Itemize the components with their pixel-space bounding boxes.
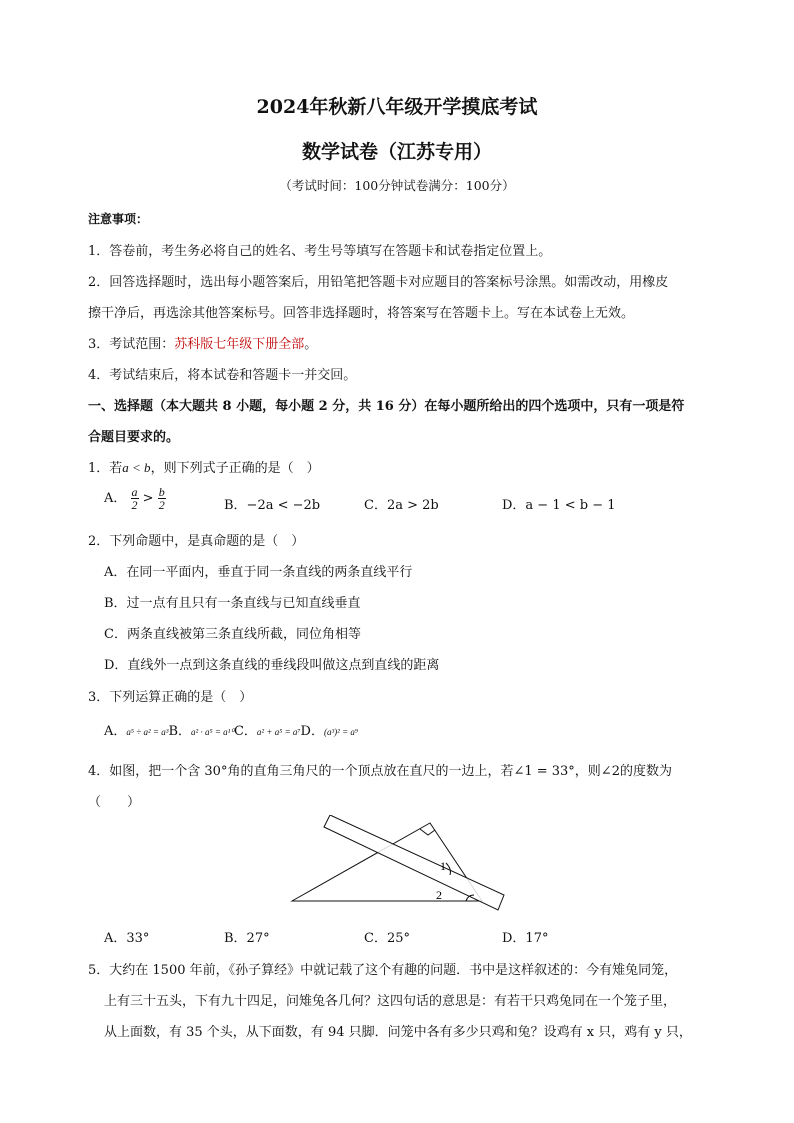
q1-option-a-op: > [142, 491, 154, 506]
q1-option-a-label: A． [104, 491, 127, 506]
q5-line-2: 上有三十五头，下有九十四足，问雉兔各几何？这四句话的意思是：有若干只鸡兔同在一个笼子里， [104, 994, 677, 1009]
q3-stem: 3．下列运算正确的是（ ） [88, 690, 253, 705]
q3-option-d-label: D． [300, 724, 324, 739]
q5-line-1: 5．大约在 1500 年前，《孙子算经》中就记载了这个有趣的问题．书中是这样叙述的：今有雉兔同笼， [88, 963, 678, 978]
note-3 [88, 333, 317, 352]
frac-den: 2 [131, 498, 138, 512]
q1-option-b: B．−2a < −2b [224, 498, 321, 513]
q1-option-a-frac2 [158, 486, 166, 511]
q3-option-c-label: C． [233, 724, 257, 739]
q4-figure [280, 815, 510, 915]
q1-option-d: D．a − 1 < b − 1 [502, 498, 616, 513]
exam-subtitle: 数学试卷（江苏专用） [301, 141, 492, 163]
ruler-shape [324, 815, 504, 910]
q3-option-b: a² · a⁵ = a¹⁰ [191, 727, 234, 737]
q2-option-b: B．过一点有且只有一条直线与已知直线垂直 [104, 596, 361, 611]
angle-1-label: 1 [440, 859, 446, 873]
note-4: 4．考试结束后，将本试卷和答题卡一并交回。 [88, 368, 357, 383]
q1-stem [88, 457, 320, 476]
right-angle-mark [420, 829, 435, 835]
q4-option-d: D．17° [502, 931, 549, 946]
note-3-suffix: 。 [304, 337, 318, 352]
q4-paren: （ ） [88, 795, 141, 810]
q3-option-d: (a³)² = a⁹ [323, 727, 359, 737]
frac-num: a [131, 485, 138, 499]
q4-stem: 4．如图，把一个含 30°角的直角三角尺的一个顶点放在直尺的一边上，若∠1 = 33°，则∠2的度数为 [88, 764, 672, 779]
q3-option-a-label: A． [104, 724, 127, 739]
exam-info: （考试时间：100分钟试卷满分：100分） [279, 178, 515, 193]
q4-option-c: C．25° [364, 931, 410, 946]
q2-option-a: A．在同一平面内，垂直于同一条直线的两条直线平行 [104, 565, 413, 580]
q3-options [104, 720, 358, 739]
frac-den: 2 [158, 498, 165, 512]
section1-heading-line1: 一、选择题（本大题共 8 小题，每小题 2 分，共 16 分）在每小题所给出的四个选项中，只有一项是符 [88, 399, 685, 414]
note-2-cont: 擦干净后，再选涂其他答案标号。回答非选择题时，将答案写在答题卡上。写在本试卷上无效。 [88, 306, 635, 321]
q3-option-c: a² + a⁵ = a⁷ [256, 727, 301, 737]
q3-option-b-label: B． [168, 724, 191, 739]
note-3-prefix: 3．考试范围： [88, 337, 175, 352]
frac-num: b [158, 485, 165, 499]
section1-heading-line2: 合题目要求的。 [88, 430, 180, 445]
q2-option-c: C．两条直线被第三条直线所截，同位角相等 [104, 627, 361, 642]
note-3-scope: 苏科版七年级下册全部 [174, 337, 305, 352]
exam-title: 2024年秋新八年级开学摸底考试 [256, 96, 538, 118]
q3-option-a: a⁵ ÷ a² = a³ [126, 727, 169, 737]
note-2: 2．回答选择题时，选出每小题答案后，用铅笔把答题卡对应题目的答案标号涂黑。如需改动，用橡皮 [88, 275, 669, 290]
note-1: 1．答卷前，考生务必将自己的姓名、考生号等填写在答题卡和试卷指定位置上。 [88, 244, 552, 259]
q1-option-a [104, 486, 166, 511]
q4-option-b: B．27° [224, 931, 270, 946]
q2-option-d: D．直线外一点到这条直线的垂线段叫做这点到直线的距离 [104, 658, 440, 673]
q5-line-3: 从上面数，有 35 个头，从下面数，有 94 只脚．问笼中各有多少只鸡和兔？设鸡有 x 只，鸡有 y 只， [104, 1025, 692, 1040]
q2-stem: 2．下列命题中，是真命题的是（ ） [88, 534, 305, 549]
notes-heading: 注意事项： [88, 212, 149, 226]
q1-option-c: C．2a > 2b [364, 498, 439, 513]
q1-stem-suffix: ，则下列式子正确的是（ ） [150, 461, 320, 476]
q1-stem-math: a < b [122, 460, 151, 475]
angle-2-label: 2 [436, 888, 442, 902]
q4-option-a: A．33° [104, 931, 150, 946]
q1-stem-prefix: 1．若 [88, 461, 123, 476]
q1-option-a-frac1 [131, 486, 139, 511]
